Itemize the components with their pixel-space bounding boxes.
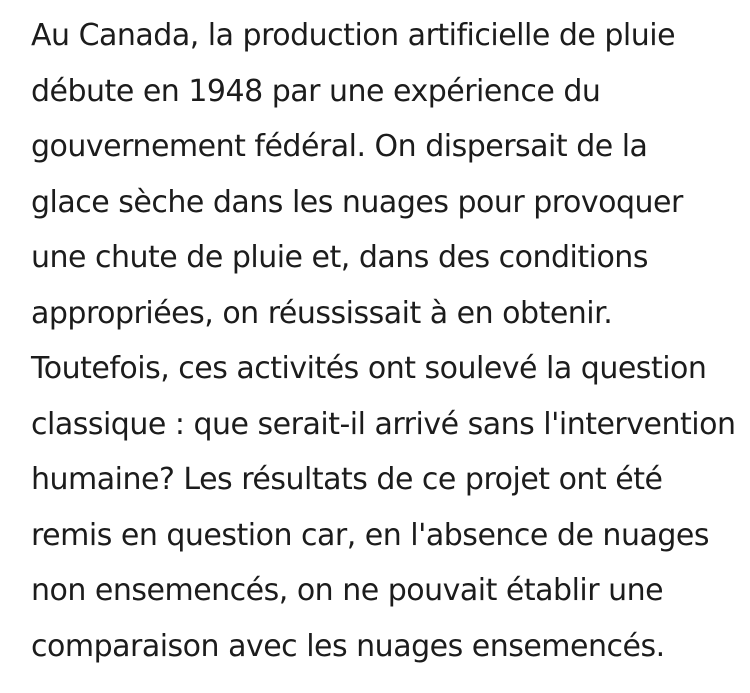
paragraph-line: une chute de pluie et, dans des conditions (31, 240, 648, 275)
paragraph-line: Toutefois, ces activités ont soulevé la question (31, 351, 707, 386)
paragraph-line: classique : que serait-il arrivé sans l'intervention (31, 406, 736, 442)
paragraph-line: débute en 1948 par une expérience du (31, 73, 601, 109)
paragraph-line: glace sèche dans les nuages pour provoquer (31, 184, 683, 220)
paragraph-line: appropriées, on réussissait à en obtenir. (31, 295, 613, 331)
paragraph-line: gouvernement fédéral. On dispersait de la (31, 129, 648, 164)
paragraph-line: Au Canada, la production artificielle de pluie (31, 18, 676, 53)
paragraph-line: remis en question car, en l'absence de nuages (31, 517, 709, 553)
paragraph-line: non ensemencés, on ne pouvait établir une (31, 573, 664, 608)
paragraph-line: humaine? Les résultats de ce projet ont été (31, 462, 663, 497)
text-paragraph (31, 8, 743, 674)
paragraph-line: comparaison avec les nuages ensemencés. (31, 628, 665, 664)
